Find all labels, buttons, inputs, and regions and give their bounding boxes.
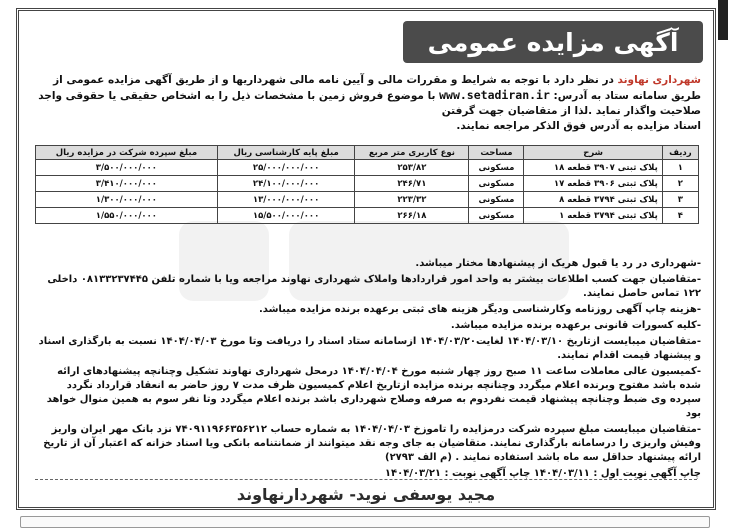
notes-section bbox=[33, 257, 701, 483]
signature: مجید یوسفی نوید- شهردارنهاوند bbox=[236, 485, 496, 504]
cell-usage: ۲۶۶/۱۸ bbox=[355, 208, 469, 224]
header-index: ردیف bbox=[662, 146, 698, 160]
intro-line-3: اسناد مزایده به آدرس فوق الذکر مراجعه نمایند. bbox=[456, 120, 701, 132]
cell-description: پلاک ثبتی ۳۹۰۷ قطعه ۱۸ bbox=[524, 160, 662, 176]
cell-usage: ۲۴۶/۷۱ bbox=[355, 176, 469, 192]
table-row bbox=[36, 192, 699, 208]
header-area: مساحت bbox=[469, 146, 524, 160]
footer-divider bbox=[35, 479, 697, 480]
table-header-row bbox=[36, 146, 699, 160]
cell-base-price: ۲۵/۰۰۰/۰۰۰/۰۰۰ bbox=[217, 160, 355, 176]
title-banner bbox=[403, 21, 703, 63]
header-base-price: مبلغ پایه کارشناسی ریال bbox=[217, 146, 355, 160]
cell-description: پلاک ثبتی ۳۷۹۴ قطعه ۸ bbox=[524, 192, 662, 208]
table-row bbox=[36, 176, 699, 192]
cell-area: مسکونی bbox=[469, 160, 524, 176]
note-line: چاپ آگهی نوبت اول : ۱۴۰۴/۰۳/۱۱ چاپ آگهی نوبت : ۱۴۰۴/۰۳/۲۱ bbox=[384, 468, 701, 479]
note-line: -متقاضیان میبایست مبلغ سپرده شرکت درمزایده را تاموزخ ۱۴۰۴/۰۴/۰۳ به شماره حساب ۷۴۰۹۱۱۹۶۶۳۵۶۲۱۲ نزد بانک مهر ایران واریز وفیش واریزی را درسامانه بارگذاری نمایند. متقاضیان به جای وجه نقد میتوانند از ضمانتنامه بانکی ویا اسناد خزانه که اعتبار آن از تاریخ ارائه پیشنهاد حداقل سه ماه باشد استفاده نمایند . (م الف ۲۷۹۳) bbox=[43, 424, 701, 463]
cell-base-price: ۲۴/۱۰۰/۰۰۰/۰۰۰ bbox=[217, 176, 355, 192]
page-title: آگهی مزایده عمومی bbox=[427, 27, 679, 57]
cell-index: ۳ bbox=[662, 192, 698, 208]
cell-index: ۴ bbox=[662, 208, 698, 224]
cell-area: مسکونی bbox=[469, 192, 524, 208]
auction-table bbox=[35, 145, 699, 224]
intro-line-1: در نظر دارد با توجه به شرایط و مقررات مالی و آیین نامه مالی شهرداریها و از طریق آگهی مزایده عمومی از طریق سامانه ستاد به آدرس: bbox=[53, 74, 701, 102]
next-ad-strip bbox=[20, 516, 710, 528]
header-usage: نوع کاربری متر مربع bbox=[355, 146, 469, 160]
cell-index: ۱ bbox=[662, 160, 698, 176]
org-name: شهرداری نهاوند bbox=[617, 74, 701, 86]
cell-deposit: ۱/۵۵۰/۰۰۰/۰۰۰ bbox=[36, 208, 218, 224]
cell-description: پلاک ثبتی ۳۷۹۴ قطعه ۱ bbox=[524, 208, 662, 224]
header-deposit: مبلغ سپرده شرکت در مزایده ریال bbox=[36, 146, 218, 160]
ad-frame bbox=[16, 8, 716, 510]
note-line: -هزینه چاپ آگهی روزنامه وکارشناسی ودیگر هزینه های ثبتی برعهده برنده مزایده میباشد. bbox=[259, 304, 701, 315]
cell-deposit: ۳/۵۰۰/۰۰۰/۰۰۰ bbox=[36, 160, 218, 176]
cell-deposit: ۳/۴۱۰/۰۰۰/۰۰۰ bbox=[36, 176, 218, 192]
cell-description: پلاک ثبتی ۳۹۰۶ قطعه ۱۷ bbox=[524, 176, 662, 192]
corner-mark bbox=[718, 0, 728, 40]
note-line: -کلیه کسورات قانونی برعهده برنده مزایده میباشد. bbox=[450, 320, 701, 331]
cell-base-price: ۱۵/۵۰۰/۰۰۰/۰۰۰ bbox=[217, 208, 355, 224]
note-line: -شهرداری در رد یا قبول هریک از پیشنهادها مختار میباشد. bbox=[415, 258, 701, 269]
cell-index: ۲ bbox=[662, 176, 698, 192]
cell-usage: ۲۵۳/۸۲ bbox=[355, 160, 469, 176]
note-line: -متقاضیان جهت کسب اطلاعات بیشتر به واحد امور قراردادها واملاک شهرداری نهاوند مراجعه ویا با شماره تلفن ۰۸۱۳۳۲۳۷۴۴۵ داخلی ۱۲۲ تماس حاصل نمایند. bbox=[47, 274, 701, 299]
table-row bbox=[36, 160, 699, 176]
cell-area: مسکونی bbox=[469, 176, 524, 192]
intro-text bbox=[33, 73, 701, 134]
cell-deposit: ۱/۳۰۰/۰۰۰/۰۰۰ bbox=[36, 192, 218, 208]
cell-usage: ۲۲۳/۳۲ bbox=[355, 192, 469, 208]
intro-line-2: با موضوع فروش زمین با مشخصات ذیل را به اشخاص حقیقی یا حقوقی واجد صلاحیت واگذار نماید .لذا از متقاضیان جهت گرفتن bbox=[38, 90, 701, 117]
setad-url[interactable]: www.setadiran.ir bbox=[439, 88, 550, 102]
note-line: -متقاضیان میبایست ازتاریخ ۱۴۰۴/۰۳/۱۰ لغایت۱۴۰۴/۰۳/۲۰ ازسامانه ستاد اسناد را دریافت وتا مورخ ۱۴۰۴/۰۴/۰۳ نسبت به بارگذاری اسناد و پیشنهاد قیمت اقدام نمایند. bbox=[38, 336, 701, 361]
header-description: شرح bbox=[524, 146, 662, 160]
note-line: -کمیسیون عالی معاملات ساعت ۱۱ صبح روز چهار شنبه مورخ ۱۴۰۴/۰۴/۰۴ درمحل شهرداری نهاوند تشکیل وچنانچه پیشنهادهای ارائه شده باشد مفتوح وبرنده اعلام میگردد وچنانچه برنده مزایده ازتاریخ اعلام کمیسیون ظرف مدت ۷ روز حاضر به انعقاد قرارداد نگردد سپرده وی ضبط وچنانچه پیشنهاد قیمت نفردوم به صرفه وصلاح شهرداری باشد برنده اعلام میگردد وتا نفر سوم به همین منوال خواهد بود bbox=[46, 366, 701, 419]
table-row bbox=[36, 208, 699, 224]
cell-area: مسکونی bbox=[469, 208, 524, 224]
cell-base-price: ۱۳/۰۰۰/۰۰۰/۰۰۰ bbox=[217, 192, 355, 208]
